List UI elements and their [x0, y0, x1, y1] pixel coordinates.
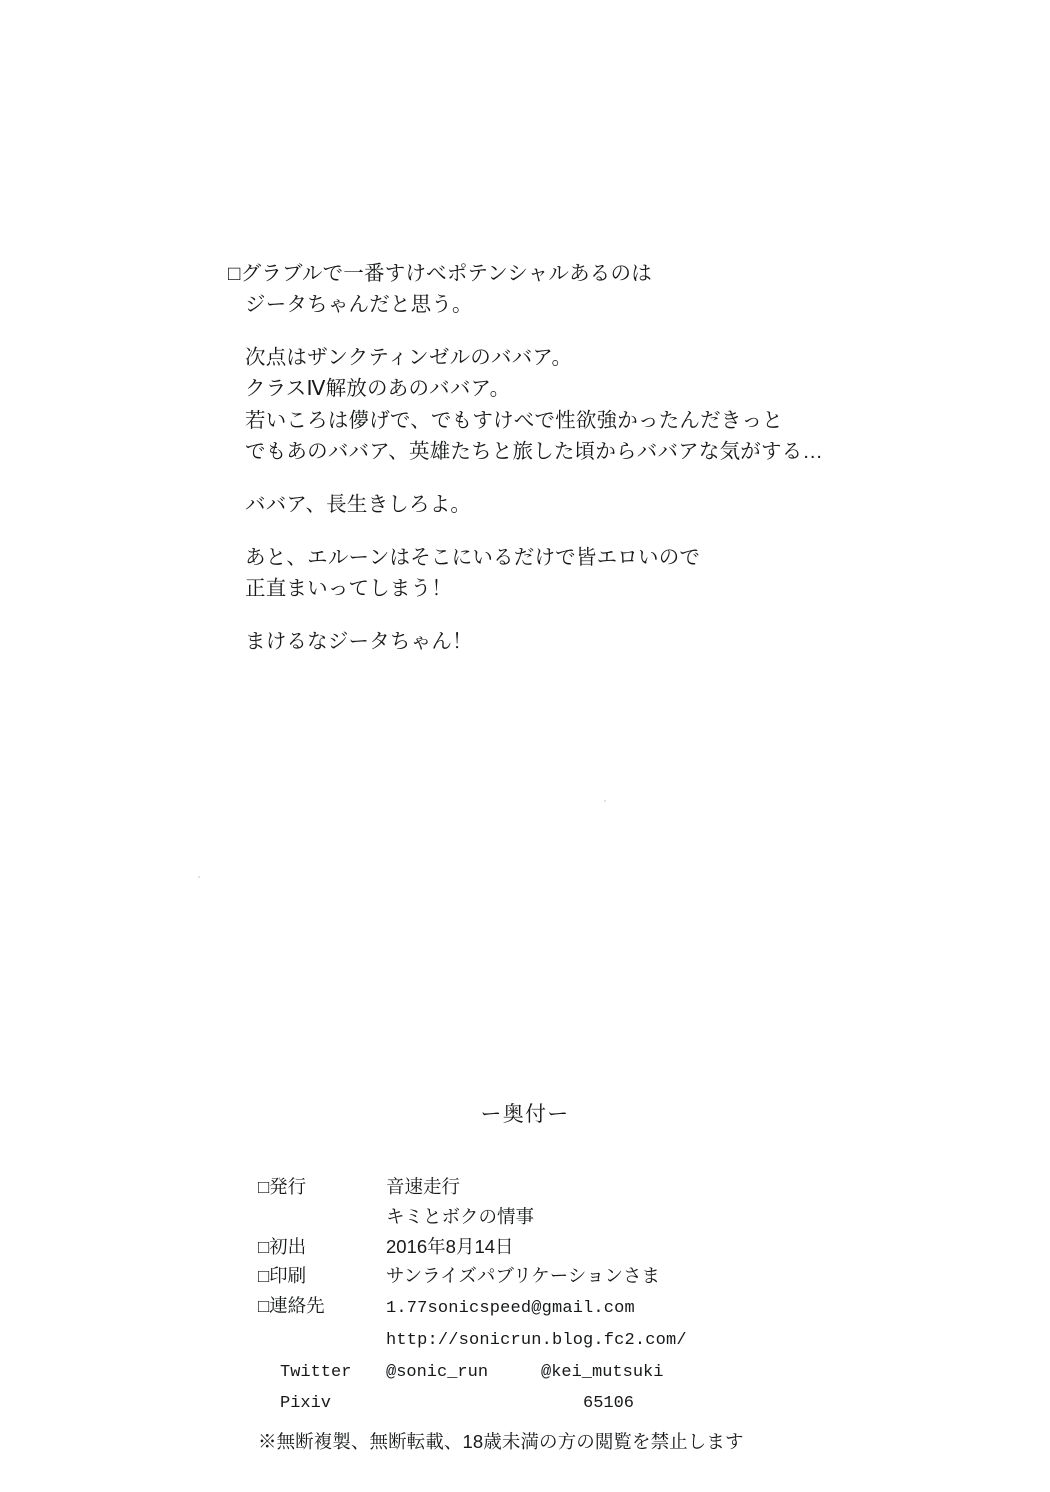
colophon-row [258, 1174, 798, 1201]
colophon-value: 音速走行 [386, 1176, 461, 1197]
twitter-handle-secondary[interactable]: @kei_mutsuki [541, 1362, 664, 1382]
colophon-label: □初出 [258, 1235, 307, 1257]
colophon-label: □印刷 [258, 1265, 307, 1287]
afterword-line: □グラブルで一番すけべポテンシャルあるのは [228, 262, 652, 285]
social-label: Twitter [280, 1362, 352, 1382]
colophon-label: □連絡先 [258, 1295, 325, 1317]
afterword-line: あと、エルーンはそこにいるだけで皆エロいので [245, 546, 701, 570]
afterword-line: 正直まいってしまう！ [245, 577, 453, 601]
colophon-value: サンライズパブリケーションさま [386, 1265, 660, 1287]
colophon-value: 2016年8月14日 [386, 1235, 514, 1257]
colophon-heading: ー奥付ー [480, 1103, 570, 1126]
colophon-value: キミとボクの情事 [386, 1205, 535, 1227]
copyright-notice: ※無断複製、無断転載、18歳未満の方の閲覧を禁止します [258, 1430, 744, 1452]
social-row-twitter [258, 1361, 798, 1386]
afterword-paragraph [228, 489, 928, 520]
colophon-label: □発行 [258, 1176, 307, 1197]
colophon-row [258, 1263, 798, 1290]
afterword-line: でもあのババア、英雄たちと旅した頃からババアな気がする… [245, 439, 824, 463]
colophon-row [258, 1293, 798, 1322]
afterword-line: まけるなジータちゃん！ [245, 630, 473, 654]
afterword-paragraph [228, 342, 928, 467]
colophon-row [258, 1234, 798, 1261]
afterword-line: ジータちゃんだと思う。 [245, 293, 473, 317]
afterword-line: 若いころは儚げで、でもすけべで性欲強かったんだきっと [245, 408, 783, 432]
afterword-paragraph [228, 542, 928, 604]
colophon-row [258, 1325, 798, 1354]
afterword-line: クラスⅣ解放のあのババア。 [245, 377, 511, 401]
social-label: Pixiv [280, 1394, 332, 1414]
scan-speck [198, 876, 200, 878]
colophon-row [258, 1204, 798, 1231]
colophon-email[interactable]: 1.77sonicspeed@gmail.com [386, 1299, 635, 1319]
scan-speck [604, 800, 606, 802]
pixiv-id[interactable]: 65106 [583, 1394, 635, 1414]
afterword-line: 次点はザンクティンゼルのババア。 [245, 346, 573, 370]
afterword-text [228, 258, 928, 658]
afterword-paragraph [228, 626, 928, 657]
colophon-block [258, 1174, 798, 1456]
afterword-paragraph [228, 258, 928, 320]
twitter-handle-primary[interactable]: @sonic_run [386, 1362, 489, 1382]
afterword-line: ババア、長生きしろよ。 [245, 492, 472, 516]
colophon-website-link[interactable]: http://sonicrun.blog.fc2.com/ [386, 1330, 687, 1350]
social-row-pixiv [258, 1392, 798, 1417]
